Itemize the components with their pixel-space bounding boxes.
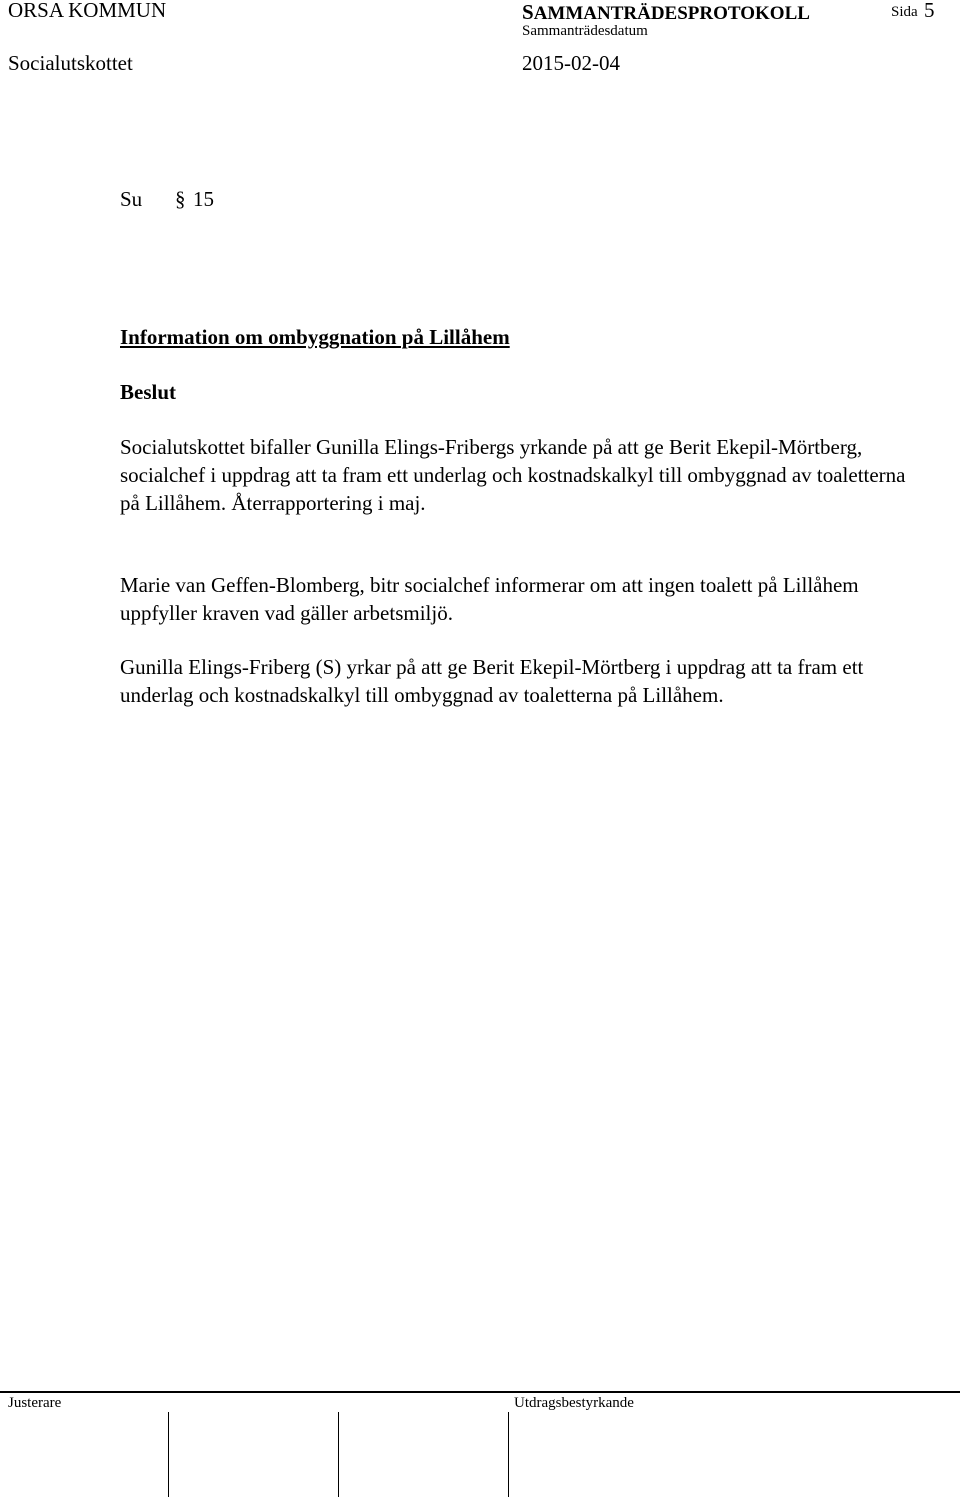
- item-title: Information om ombyggnation på Lillåhem: [120, 325, 510, 349]
- organization-name: ORSA KOMMUN: [8, 0, 167, 22]
- meeting-date: 2015-02-04: [522, 51, 620, 75]
- decision-text: Socialutskottet bifaller Gunilla Elings-Fribergs yrkande på att ge Berit Ekepil-Mörtberg, socialchef i uppdrag att ta fram ett underlag och kostnadskalkyl till ombyggnad av toaletterna på Lillåhem. Återrapportering i maj.: [120, 435, 906, 515]
- page-label: Sida: [891, 4, 918, 20]
- information-paragraph: Marie van Geffen-Blomberg, bitr socialchef informerar om att ingen toalett på Lillåhem uppfyller kraven vad gäller arbetsmiljö.: [120, 573, 859, 625]
- committee-name: Socialutskottet: [8, 51, 133, 75]
- footer-rule: [0, 1391, 960, 1393]
- signature-box-divider: [168, 1412, 169, 1497]
- paragraph-number: 15: [193, 187, 214, 211]
- motion-paragraph: Gunilla Elings-Friberg (S) yrkar på att ge Berit Ekepil-Mörtberg i uppdrag att ta fram ett underlag och kostnadskalkyl till ombyggnad av toaletterna på Lillåhem.: [120, 655, 864, 707]
- signers-label: Justerare: [8, 1395, 62, 1411]
- document-type-initial: S: [522, 0, 534, 24]
- signature-box-divider: [338, 1412, 339, 1497]
- paragraph-prefix: Su: [120, 187, 143, 211]
- document-type: [522, 0, 810, 25]
- decision-heading: Beslut: [120, 380, 177, 404]
- extract-certification-label: Utdragsbestyrkande: [514, 1395, 634, 1411]
- document-type-rest: AMMANTRÄDESPROTOKOLL: [533, 3, 810, 24]
- meeting-date-label: Sammanträdesdatum: [522, 23, 648, 39]
- signature-box-divider: [508, 1412, 509, 1497]
- page-number: 5: [924, 0, 935, 22]
- section-sign: §: [175, 187, 186, 211]
